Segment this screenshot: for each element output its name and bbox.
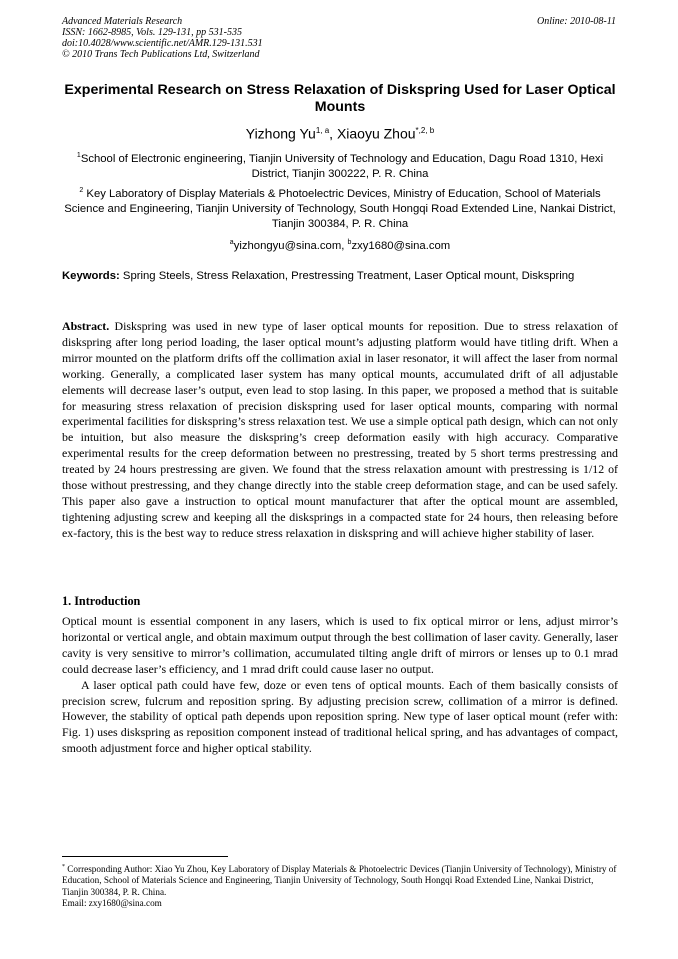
abstract: [62, 319, 618, 542]
abstract-text: Diskspring was used in new type of laser optical mounts for reposition. Due to stress relaxation of diskspring after long period loading, the laser optical mount’s adjusting platform would have titling drift. When a mirror mounted on the platform drifts off the collimation axial in laser resonator, it will affect the laser from normal working. Generally, a complicated laser system has many optical mounts, accumulated drift of all adjustable elements will decrease laser’s output, even lead to stop lasing. In this paper, we proposed a method that is suitable for measuring stress relaxation of precision diskspring used for laser optical mounts, comparing with normal experimental facilities for diskspring’s stress relaxation test. We use a simple optical path design, which can not only be intuition, but also measure the diskspring’s creep deformation easily with high accuracy. Comparative experimental results for the creep deformation between no prestressing, treated by 5 short terms prestressing and treated by 24 hours prestressing are given. We found that the stress relaxation amount with prestressing is 1/12 of those without prestressing, and they change directly into the stable creep deformation stage, and can be used safely. This paper also gave a instruction to optical mount manufacturer that after the optical mount are assembled, tightening adjusting screw and keeping all the disksprings in a compacted state for 24 hours, then releasing before ex-factory, this is the best way to reduce stress relaxation in diskspring and will achieve higher stability of laser.: [62, 319, 618, 540]
keywords: [62, 269, 618, 284]
author-2-marks: *,2, b: [415, 126, 435, 135]
author-line: [62, 122, 618, 143]
journal-issn: ISSN: 1662-8985, Vols. 129-131, pp 531-535: [62, 27, 242, 38]
footnote-text: Corresponding Author: Xiao Yu Zhou, Key Laboratory of Display Materials & Photoelectric Devices (Tianjin University of Technology), Ministry of Education, School of Materials Science and Engineering, Tianjin University of Technology, South Hongqi Road Extended Line, Nankai District, Tianjin 300384, P. R. China.: [62, 864, 617, 897]
email-a-mark: a: [229, 239, 234, 246]
affiliation-1-mark: 1: [76, 152, 81, 159]
keywords-text: Spring Steels, Stress Relaxation, Prestressing Treatment, Laser Optical mount, Diskspring: [119, 270, 575, 282]
author-1-name: Yizhong Yu: [245, 125, 316, 142]
email-b-mark: b: [347, 239, 352, 246]
author-2-name: Xiaoyu Zhou: [336, 125, 416, 142]
email-b: zxy1680@sina.com: [351, 239, 451, 252]
affiliation-1-text: School of Electronic engineering, Tianjin University of Technology and Education, Dagu Road 1310, Hexi District, Tianjin 300222, P. R. China: [80, 152, 604, 180]
affiliation-1: [62, 148, 618, 182]
abstract-label: Abstract.: [62, 319, 110, 333]
footnote-rule: [62, 856, 228, 857]
journal-doi: doi:10.4028/www.scientific.net/AMR.129-131.531: [62, 38, 263, 49]
affiliation-2-mark: 2: [79, 187, 84, 194]
paper-title: Experimental Research on Stress Relaxation of Diskspring Used for Laser Optical Mounts: [64, 82, 616, 115]
author-1-marks: 1, a: [315, 126, 330, 135]
footnote-body: [62, 862, 618, 898]
intro-paragraph-2: A laser optical path could have few, doze or even tens of optical mounts. Each of them basically consists of precision screw, fulcrum and reposition spring. By adjusting precision screw, collimation of a mirror is defined. However, the stability of optical path depends upon reposition spring. New type of laser optical mount (refer with: Fig. 1) uses diskspring as reposition component instead of traditional helical spring, and has advantages of compact, smooth adjustment force and higher optical stability.: [62, 677, 618, 756]
author-separator: ,: [329, 125, 337, 142]
affiliation-2-text: Key Laboratory of Display Materials & Photoelectric Devices, Ministry of Education, School of Materials Science and Engineering, Tianjin University of Technology, South Hongqi Road Extended Line, Nankai District, Tianjin 300384, P. R. China: [64, 187, 616, 230]
introduction-body: [62, 614, 618, 757]
journal-copyright: © 2010 Trans Tech Publications Ltd, Switzerland: [62, 49, 260, 60]
affiliation-2: [62, 183, 618, 232]
keywords-label: Keywords:: [62, 270, 120, 282]
author-emails: [62, 235, 618, 254]
footnote-mark: *: [62, 864, 65, 870]
journal-header: [62, 16, 618, 60]
footnote: [62, 862, 618, 909]
journal-name: Advanced Materials Research: [62, 16, 183, 27]
intro-paragraph-1: Optical mount is essential component in any lasers, which is used to fix optical mirror or lens, adjust mirror’s horizontal or vertical angle, and obtain maximum output through the best collimation of laser cavity. Generally, laser cavity is very sensitive to mirror’s collimation, accumulated tilting angle drift of mirrors or lenses up to 0.1 mrad could decrease laser’s efficiency, and 1 mrad drift could cause laser no output.: [62, 614, 618, 676]
section-heading-introduction: 1. Introduction: [62, 594, 141, 608]
email-a: yizhongyu@sina.com,: [233, 239, 348, 252]
online-date: Online: 2010-08-11: [537, 16, 616, 27]
footnote-email: Email: zxy1680@sina.com: [62, 897, 162, 908]
